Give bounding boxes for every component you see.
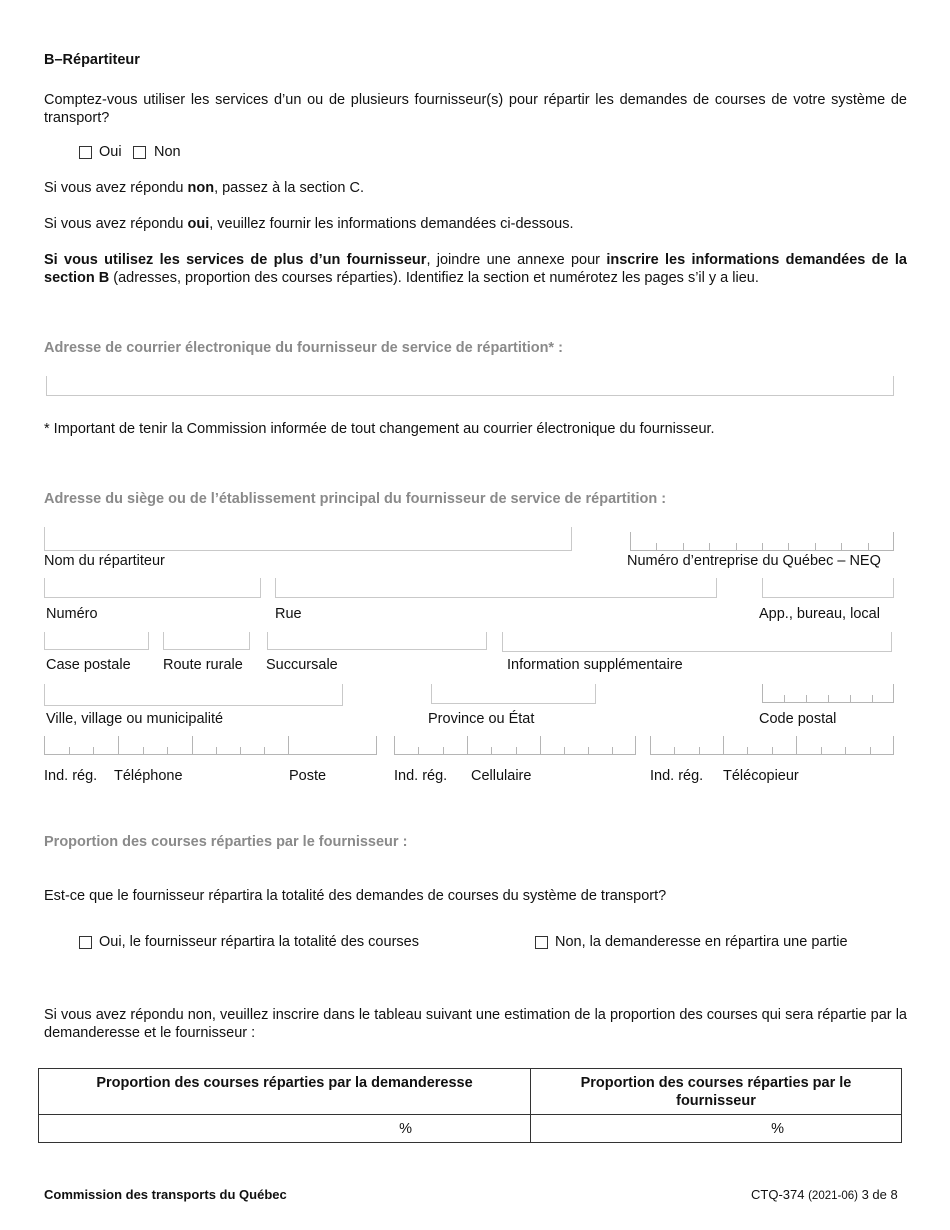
rural-route-field[interactable] xyxy=(163,632,250,650)
po-box-field[interactable] xyxy=(44,632,149,650)
fax-label: Télécopieur xyxy=(723,768,799,784)
address-heading: Adresse du siège ou de l’établissement principal du fournisseur de service de répartition : xyxy=(44,491,667,507)
question-totality: Est-ce que le fournisseur répartira la totalité des demandes de courses du système de transport? xyxy=(44,888,667,904)
dispatcher-name-field[interactable] xyxy=(44,527,572,551)
percent-unit: % xyxy=(771,1120,784,1137)
question-uses-dispatcher: Comptez-vous utiliser les services d’un ou de plusieurs fournisseur(s) pour répartir les demandes de courses de votre système de transport? xyxy=(44,92,907,126)
street-label: Rue xyxy=(275,606,302,622)
area-code-label: Ind. rég. xyxy=(650,768,704,784)
apt-label: App., bureau, local xyxy=(759,606,880,622)
proportion-table xyxy=(38,1068,902,1143)
extra-info-label: Information supplémentaire xyxy=(507,657,683,673)
checkbox-yes-label: Oui xyxy=(99,144,122,160)
checkbox-no-label: Non xyxy=(154,144,181,160)
apt-field[interactable] xyxy=(762,578,894,598)
branch-label: Succursale xyxy=(266,657,338,673)
extension-label: Poste xyxy=(289,768,327,784)
area-code-label: Ind. rég. xyxy=(44,768,98,784)
email-note: * Important de tenir la Commission informée de tout changement au courrier électronique du fournisseur. xyxy=(44,421,715,437)
checkbox-all-courses-label: Oui, le fournisseur répartira la totalité des courses xyxy=(99,934,419,950)
email-heading: Adresse de courrier électronique du fournisseur de service de répartition* : xyxy=(44,340,563,356)
section-title: B–Répartiteur xyxy=(44,52,140,68)
province-label: Province ou État xyxy=(428,711,535,727)
footer-form-info: CTQ-374 (2021-06) 3 de 8 xyxy=(751,1187,898,1202)
percent-unit: % xyxy=(399,1120,412,1137)
instruction-multiple-suppliers: Si vous utilisez les services de plus d’un fournisseur, joindre une annexe pour inscrire les informations demandées de la section B (adresses, proportion des courses réparties). Identifiez la section et numérotez les pages s’il y a lieu. xyxy=(44,252,907,286)
neq-field[interactable] xyxy=(630,533,894,551)
footer-organization: Commission des transports du Québec xyxy=(44,1187,287,1202)
branch-field[interactable] xyxy=(267,632,487,650)
checkbox-all-courses[interactable] xyxy=(79,936,92,949)
street-field[interactable] xyxy=(275,578,717,598)
checkbox-partial-courses[interactable] xyxy=(535,936,548,949)
fax-field[interactable] xyxy=(650,737,894,755)
checkbox-yes[interactable] xyxy=(79,146,92,159)
dispatcher-name-label: Nom du répartiteur xyxy=(44,553,165,569)
street-number-label: Numéro xyxy=(46,606,98,622)
applicant-percent-cell[interactable] xyxy=(39,1115,531,1143)
checkbox-no[interactable] xyxy=(133,146,146,159)
cell-label: Cellulaire xyxy=(471,768,532,784)
instruction-yes: Si vous avez répondu oui, veuillez fournir les informations demandées ci-dessous. xyxy=(44,216,574,232)
instruction-no: Si vous avez répondu non, passez à la section C. xyxy=(44,180,364,196)
cell-field[interactable] xyxy=(394,737,636,755)
city-field[interactable] xyxy=(44,684,343,706)
street-number-field[interactable] xyxy=(44,578,261,598)
neq-label: Numéro d’entreprise du Québec – NEQ xyxy=(627,553,881,569)
phone-label: Téléphone xyxy=(114,768,183,784)
po-box-label: Case postale xyxy=(46,657,131,673)
extra-info-field[interactable] xyxy=(502,632,892,652)
proportion-heading: Proportion des courses réparties par le fournisseur : xyxy=(44,834,408,850)
postal-code-label: Code postal xyxy=(759,711,837,727)
table-header-applicant: Proportion des courses réparties par la demanderesse xyxy=(39,1069,531,1115)
city-label: Ville, village ou municipalité xyxy=(46,711,224,727)
table-header-supplier: Proportion des courses réparties par le fournisseur xyxy=(531,1069,902,1115)
email-field[interactable] xyxy=(46,376,894,396)
phone-field[interactable] xyxy=(44,737,377,755)
table-instruction: Si vous avez répondu non, veuillez inscrire dans le tableau suivant une estimation de la proportion des courses qui sera répartie par la demanderesse et le fournisseur : xyxy=(44,1007,907,1041)
rural-route-label: Route rurale xyxy=(163,657,243,673)
supplier-percent-cell[interactable] xyxy=(531,1115,902,1143)
checkbox-partial-courses-label: Non, la demanderesse en répartira une partie xyxy=(555,934,848,950)
province-field[interactable] xyxy=(431,684,596,704)
postal-code-field[interactable] xyxy=(762,685,894,703)
area-code-label: Ind. rég. xyxy=(394,768,448,784)
